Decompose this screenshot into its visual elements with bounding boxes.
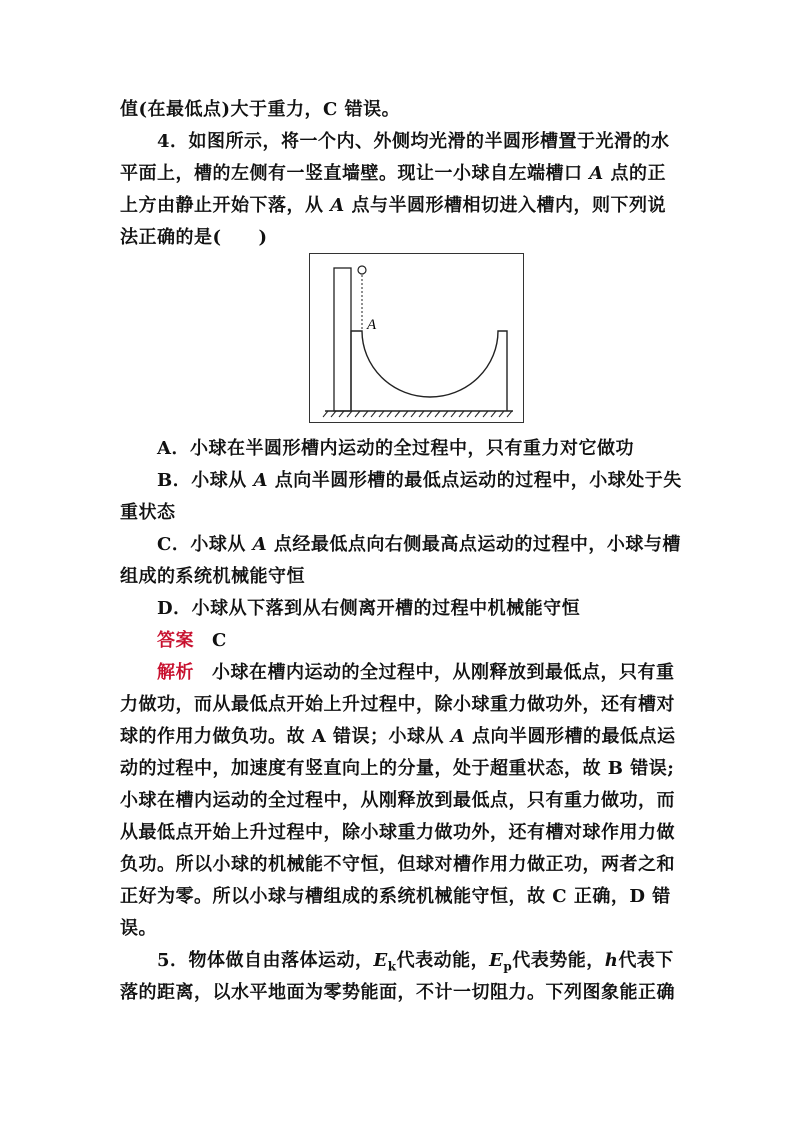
text-segment: 平面上，槽的左侧有一竖直墙壁。现让一小球自左端槽口 (120, 163, 590, 184)
analysis-line-3 (120, 721, 676, 753)
analysis-label: 解析 (157, 662, 194, 683)
option-text: ．小球在半圆形槽内运动的全过程中，只有重力对它做功 (171, 438, 634, 459)
text-segment: D (629, 886, 646, 907)
text-segment: 球的作用力做负功。故 (120, 726, 312, 747)
text-segment: 代表下 (618, 950, 674, 971)
analysis-line-6 (120, 817, 675, 849)
text-segment: 力做功，而从最低点开始上升过程中，除小球重力做功外，还有槽对 (120, 694, 675, 715)
analysis-line-5 (120, 785, 675, 817)
text-segment: C (323, 99, 338, 120)
text-segment: 小球在槽内运动的全过程中，从刚释放到最低点，只有重力做功，而 (120, 790, 675, 811)
text-segment: B (607, 758, 624, 779)
text-segment: 点向半圆形槽的最低点运 (465, 726, 676, 747)
previous-answer-end (120, 94, 400, 126)
wall (334, 268, 351, 411)
point-a-label: A (367, 317, 377, 333)
text-segment: 点的正 (603, 163, 667, 184)
option-c (157, 529, 681, 561)
point-a-label: A (253, 470, 268, 491)
ground-hatch (323, 411, 512, 417)
question-number: 4 (157, 131, 171, 152)
question-4-line-2 (120, 158, 666, 190)
analysis-line-2 (120, 689, 675, 721)
option-d (157, 593, 580, 625)
option-text: 点向半圆形槽的最低点运动的过程中，小球处于失 (267, 470, 682, 491)
potential-energy-symbol: E (489, 950, 504, 971)
question-4-line-1 (157, 126, 670, 158)
analysis-line-9 (120, 913, 157, 945)
question-number: 5 (157, 950, 171, 971)
text-segment: 法正确的是( ) (120, 227, 268, 248)
text-segment: 代表动能， (396, 950, 490, 971)
option-key: A (157, 438, 172, 459)
question-4-line-3 (120, 190, 666, 222)
option-text: 组成的系统机械能守恒 (120, 566, 305, 587)
text-segment: C (552, 886, 568, 907)
trough (351, 331, 507, 411)
question-5-line-2 (120, 977, 675, 1009)
semicircular-trough-figure (309, 253, 524, 423)
text-segment: 错误。 (337, 99, 401, 120)
text-segment: 点与半圆形槽相切进入槽内，则下列说 (344, 195, 666, 216)
analysis-line-1 (157, 657, 675, 689)
subscript: p (503, 959, 513, 974)
text-segment: 动的过程中，加速度有竖直向上的分量，处于超重状态，故 (120, 758, 608, 779)
text-segment: 误。 (120, 918, 157, 939)
subscript: k (387, 959, 397, 974)
option-a (157, 433, 634, 465)
option-text: ．小球从 (171, 534, 253, 555)
ball (358, 266, 366, 274)
option-text: ．小球从下落到从右侧离开槽的过程中机械能守恒 (173, 598, 581, 619)
answer-line (157, 625, 227, 657)
text-segment: 从最低点开始上升过程中，除小球重力做功外，还有槽对球作用力做 (120, 822, 675, 843)
text-segment: 正确， (567, 886, 630, 907)
text-segment: ．如图所示，将一个内、外侧均光滑的半圆形槽置于光滑的水 (170, 131, 670, 152)
figure-drawing (310, 254, 523, 422)
question-4-line-4 (120, 222, 268, 254)
text-segment: 值(在最低点)大于重力， (120, 99, 324, 120)
text-segment: 落的距离，以水平地面为零势能面，不计一切阻力。下列图象能正确 (120, 982, 675, 1003)
text-segment: 上方由静止开始下落，从 (120, 195, 331, 216)
text-segment: A (311, 726, 327, 747)
height-symbol: h (604, 950, 619, 971)
option-text: 重状态 (120, 502, 176, 523)
option-c-cont (120, 561, 305, 593)
text-segment: 错误；小球从 (326, 726, 451, 747)
text-segment: ．物体做自由落体运动， (170, 950, 374, 971)
point-a-label: A (589, 163, 604, 184)
option-b (157, 465, 682, 497)
text-segment: 错误; (623, 758, 675, 779)
text-segment: 错 (645, 886, 671, 907)
option-text: 点经最低点向右侧最高点运动的过程中，小球与槽 (267, 534, 681, 555)
analysis-line-7 (120, 849, 675, 881)
text-segment: 小球在槽内运动的全过程中，从刚释放到最低点，只有重 (212, 662, 675, 683)
option-text: ．小球从 (172, 470, 254, 491)
answer-value: C (212, 630, 227, 651)
analysis-line-4 (120, 753, 674, 785)
text-segment: 负功。所以小球的机械能不守恒，但球对槽作用力做正功，两者之和 (120, 854, 675, 875)
answer-label: 答案 (157, 630, 194, 651)
point-a-label: A (450, 726, 466, 747)
text-segment: 正好为零。所以小球与槽组成的系统机械能守恒，故 (120, 886, 553, 907)
analysis-line-8 (120, 881, 671, 913)
option-b-cont (120, 497, 176, 529)
point-a-label: A (252, 534, 268, 555)
option-key: C (157, 534, 172, 555)
point-a-label: A (330, 195, 345, 216)
option-key: D (157, 598, 174, 619)
text-segment: 代表势能， (512, 950, 605, 971)
option-key: B (157, 470, 173, 491)
kinetic-energy-symbol: E (373, 950, 388, 971)
